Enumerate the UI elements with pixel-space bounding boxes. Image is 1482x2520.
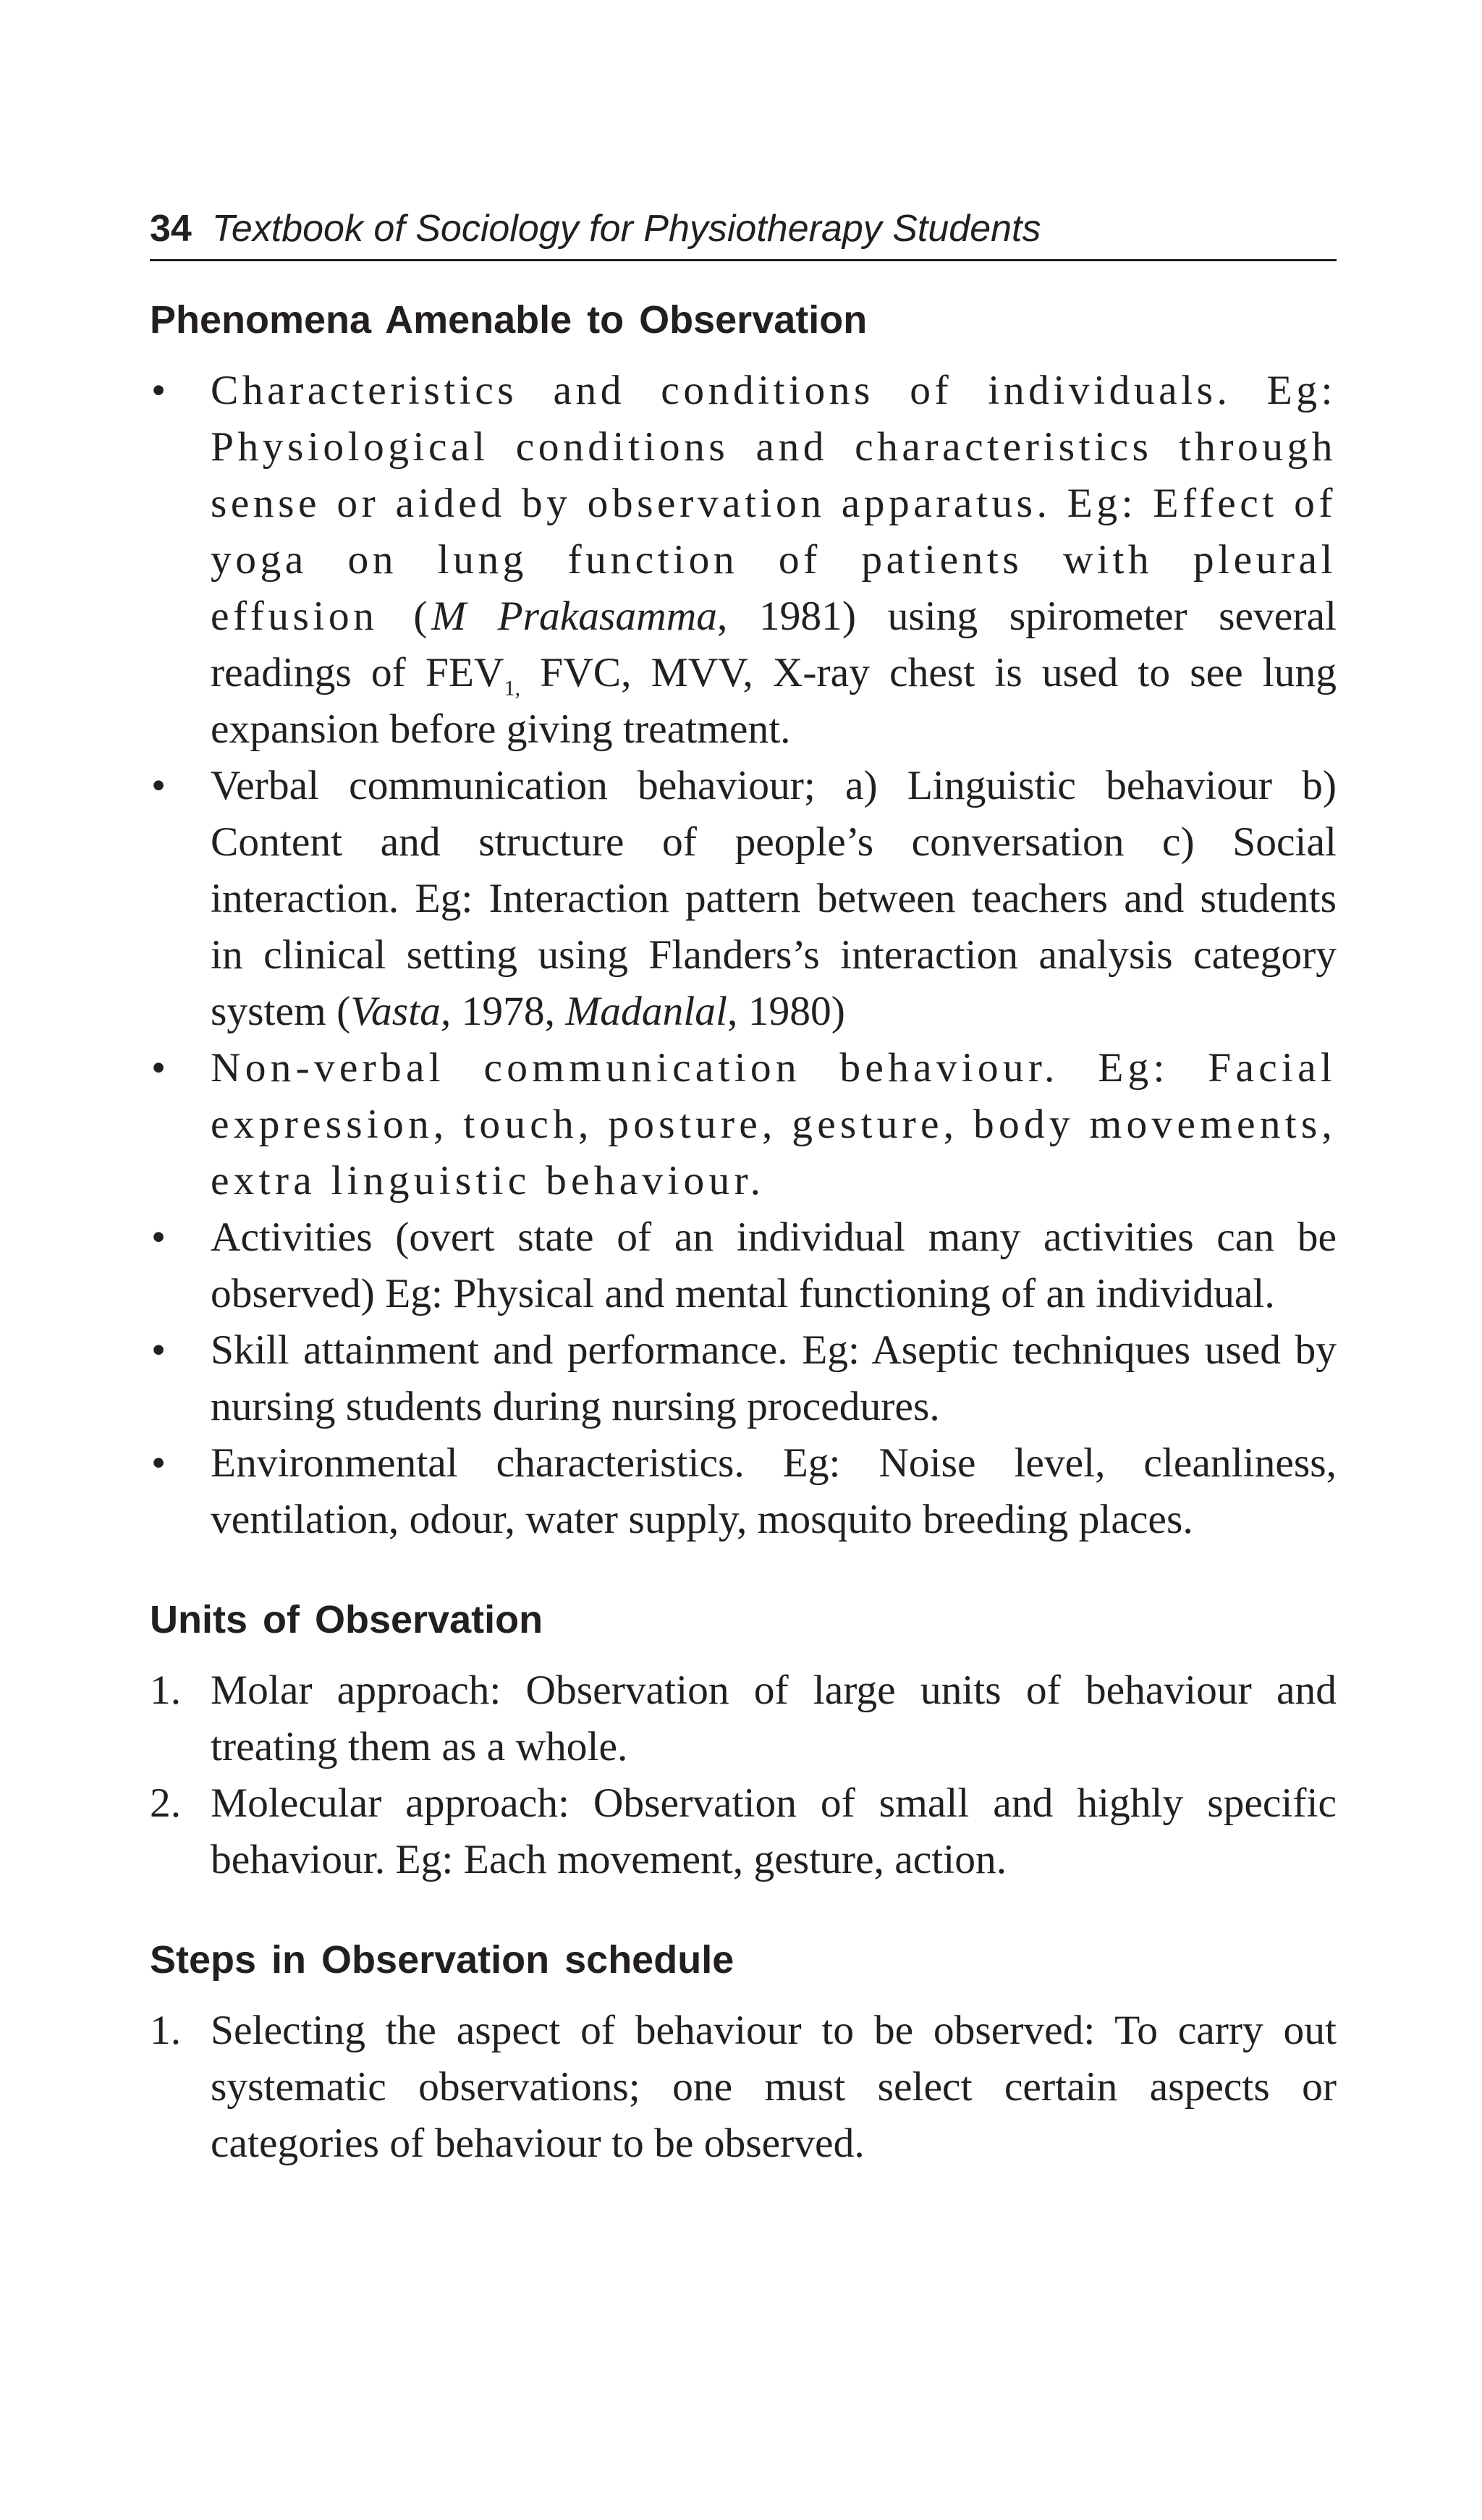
- item-text: Characteristics and conditions of individuals. Eg: Physiological conditions and characteristics through sense or aided by observation apparatus. Eg: Effect of yoga on lung function of patients with pleural effusion (: [211, 368, 1337, 639]
- book-title: Textbook of Sociology for Physiotherapy Students: [211, 208, 1041, 250]
- item-text: Non-verbal communication behaviour. Eg: Facial expression, touch, posture, gesture, body movements, extra linguistic behaviour.: [211, 1045, 1337, 1204]
- item-number: 2.: [150, 1780, 182, 1826]
- list-item: [150, 363, 1337, 758]
- book-page: [150, 210, 1337, 2172]
- list-item: [150, 1435, 1337, 1548]
- bullet: •: [151, 1045, 166, 1091]
- item-text: Selecting the aspect of behaviour to be observed: To carry out systematic observations; one must select certain aspects or categories of behaviour to be observed.: [211, 2008, 1337, 2166]
- page-number: 34: [150, 208, 192, 250]
- subscript: 1,: [504, 676, 521, 701]
- section-heading-steps: Steps in Observation schedule: [150, 1938, 734, 1982]
- item-text: Molecular approach: Observation of small and highly specific behaviour. Eg: Each movement, gesture, action.: [211, 1780, 1337, 1882]
- steps-list: [150, 2003, 1337, 2172]
- item-number: 1.: [150, 1667, 182, 1713]
- bullet: •: [151, 368, 166, 413]
- item-text: Molar approach: Observation of large units of behaviour and treating them as a whole.: [211, 1667, 1337, 1770]
- bullet: •: [151, 1327, 166, 1373]
- item-text: Activities (overt state of an individual many activities can be observed) Eg: Physical and mental functioning of an individual.: [211, 1214, 1337, 1316]
- item-text: , 1981) using spirometer several readings of FEV: [211, 593, 1337, 695]
- citation: Vasta,: [350, 989, 452, 1034]
- section-heading-phenomena: Phenomena Amenable to Observation: [150, 298, 868, 342]
- bullet: •: [151, 1214, 166, 1260]
- units-list: [150, 1662, 1337, 1888]
- item-text: Skill attainment and performance. Eg: Aseptic techniques used by nursing students during nursing procedures.: [211, 1327, 1337, 1429]
- item-text: FVC, MVV, X-ray chest is used to see lung expansion before giving treatment.: [211, 650, 1337, 752]
- citation: M Prakasamma: [431, 593, 717, 639]
- list-item: [150, 1209, 1337, 1322]
- list-item: [150, 758, 1337, 1040]
- item-text: 1978,: [451, 989, 566, 1034]
- bullet: •: [151, 763, 166, 808]
- item-text: Environmental characteristics. Eg: Noise level, cleanliness, ventilation, odour, water supply, mosquito breeding places.: [211, 1440, 1337, 1542]
- item-text: , 1980): [727, 989, 845, 1034]
- item-text: Verbal communication behaviour; a) Linguistic behaviour b) Content and structure of people’s conversation c) Social interaction. Eg: Interaction pattern between teachers and students in clinical setting using Flanders’s interaction analysis category system (: [211, 763, 1337, 1034]
- bullet: •: [151, 1440, 166, 1486]
- list-item: [150, 1040, 1337, 1209]
- section-heading-units: Units of Observation: [150, 1598, 543, 1641]
- list-item: [150, 1662, 1337, 1775]
- list-item: [150, 2003, 1337, 2172]
- item-number: 1.: [150, 2008, 182, 2053]
- phenomena-list: [150, 363, 1337, 1548]
- list-item: [150, 1775, 1337, 1888]
- running-header: [150, 210, 1337, 261]
- citation: Madanlal: [565, 989, 727, 1034]
- list-item: [150, 1322, 1337, 1435]
